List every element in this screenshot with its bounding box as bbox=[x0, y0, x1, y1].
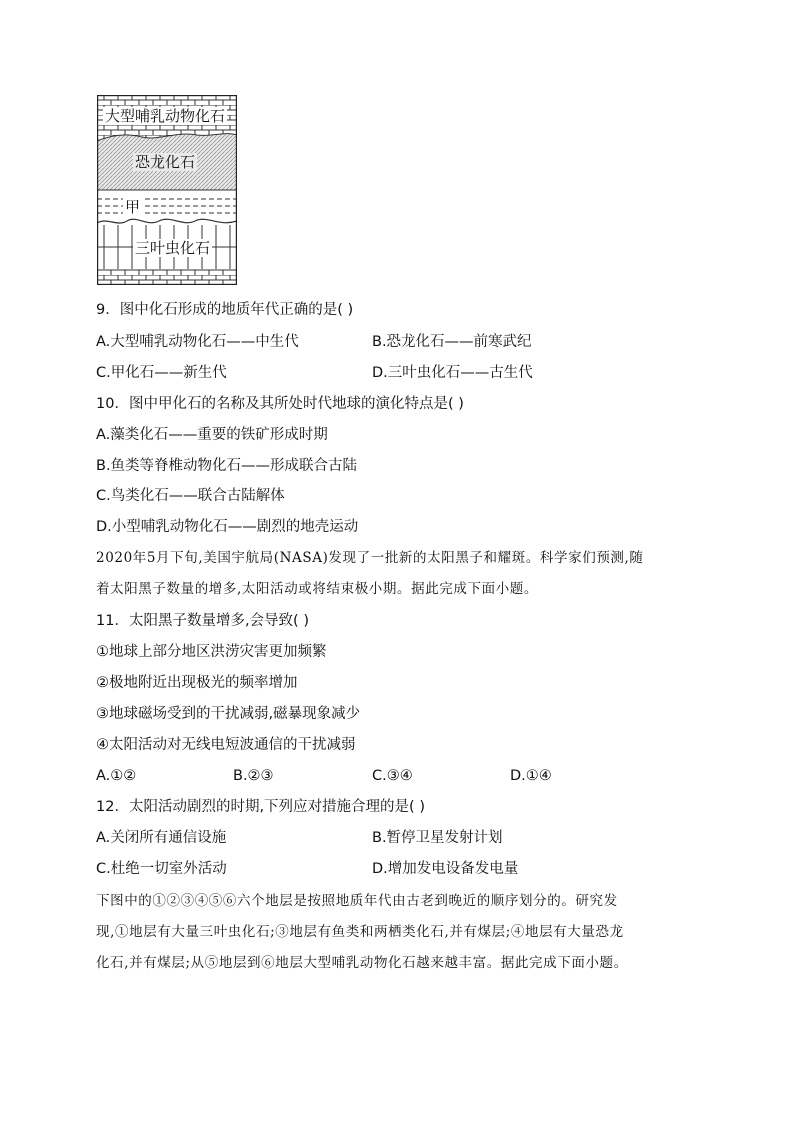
q9-option-d: D.三叶虫化石——古生代 bbox=[372, 365, 533, 381]
label-jia-fossil: 甲 bbox=[125, 198, 141, 216]
q10-option-c: C.鸟类化石——联合古陆解体 bbox=[96, 488, 285, 504]
passage1-line2: 着太阳黑子数量的增多,太阳活动或将结束极小期。据此完成下面小题。 bbox=[96, 581, 538, 597]
strata-diagram bbox=[97, 95, 237, 285]
q11-statement-1: ①地球上部分地区洪涝灾害更加频繁 bbox=[96, 644, 327, 660]
q12-option-b: B.暂停卫星发射计划 bbox=[372, 830, 503, 846]
q11-option-c: C.③④ bbox=[372, 768, 413, 784]
q10-option-d: D.小型哺乳动物化石——剧烈的地壳运动 bbox=[96, 519, 359, 535]
q10-option-a: A.藻类化石——重要的铁矿形成时期 bbox=[96, 427, 328, 443]
passage2-line2: 现,①地层有大量三叶虫化石;③地层有鱼类和两栖类化石,并有煤层;④地层有大量恐龙 bbox=[96, 924, 624, 940]
q11-option-b: B.②③ bbox=[233, 768, 274, 784]
passage2-line1: 下图中的①②③④⑤⑥六个地层是按照地质年代由古老到晚近的顺序划分的。研究发 bbox=[96, 893, 618, 909]
q11-statement-3: ③地球磁场受到的干扰减弱,磁暴现象减少 bbox=[96, 706, 361, 722]
q11-statement-2: ②极地附近出现极光的频率增加 bbox=[96, 675, 298, 691]
q12-option-d: D.增加发电设备发电量 bbox=[372, 861, 519, 877]
q9-option-a: A.大型哺乳动物化石——中生代 bbox=[96, 334, 299, 350]
q9-stem: 9．图中化石形成的地质年代正确的是( ) bbox=[96, 302, 354, 318]
label-dinosaur-fossil: 恐龙化石 bbox=[135, 153, 196, 171]
q12-option-a: A.关闭所有通信设施 bbox=[96, 830, 227, 846]
q11-option-d: D.①④ bbox=[510, 768, 552, 784]
q9-option-b: B.恐龙化石——前寒武纪 bbox=[372, 334, 532, 350]
passage1-line1: 2020年5月下旬,美国宇航局(NASA)发现了一批新的太阳黑子和耀斑。科学家们预测,随 bbox=[96, 550, 644, 566]
q9-option-c: C.甲化石——新生代 bbox=[96, 365, 227, 381]
label-trilobite-fossil: 三叶虫化石 bbox=[135, 239, 211, 257]
q10-option-b: B.鱼类等脊椎动物化石——形成联合古陆 bbox=[96, 458, 358, 474]
q11-statement-4: ④太阳活动对无线电短波通信的干扰减弱 bbox=[96, 737, 356, 753]
passage2-line3: 化石,并有煤层;从⑤地层到⑥地层大型哺乳动物化石越来越丰富。据此完成下面小题。 bbox=[96, 955, 628, 971]
label-mammal-fossil: 大型哺乳动物化石 bbox=[105, 107, 226, 125]
q12-option-c: C.杜绝一切室外活动 bbox=[96, 861, 227, 877]
q10-stem: 10．图中甲化石的名称及其所处时代地球的演化特点是( ) bbox=[96, 396, 464, 412]
q11-stem: 11．太阳黑子数量增多,会导致( ) bbox=[96, 613, 309, 629]
q12-stem: 12．太阳活动剧烈的时期,下列应对措施合理的是( ) bbox=[96, 799, 425, 815]
q11-option-a: A.①② bbox=[96, 768, 137, 784]
